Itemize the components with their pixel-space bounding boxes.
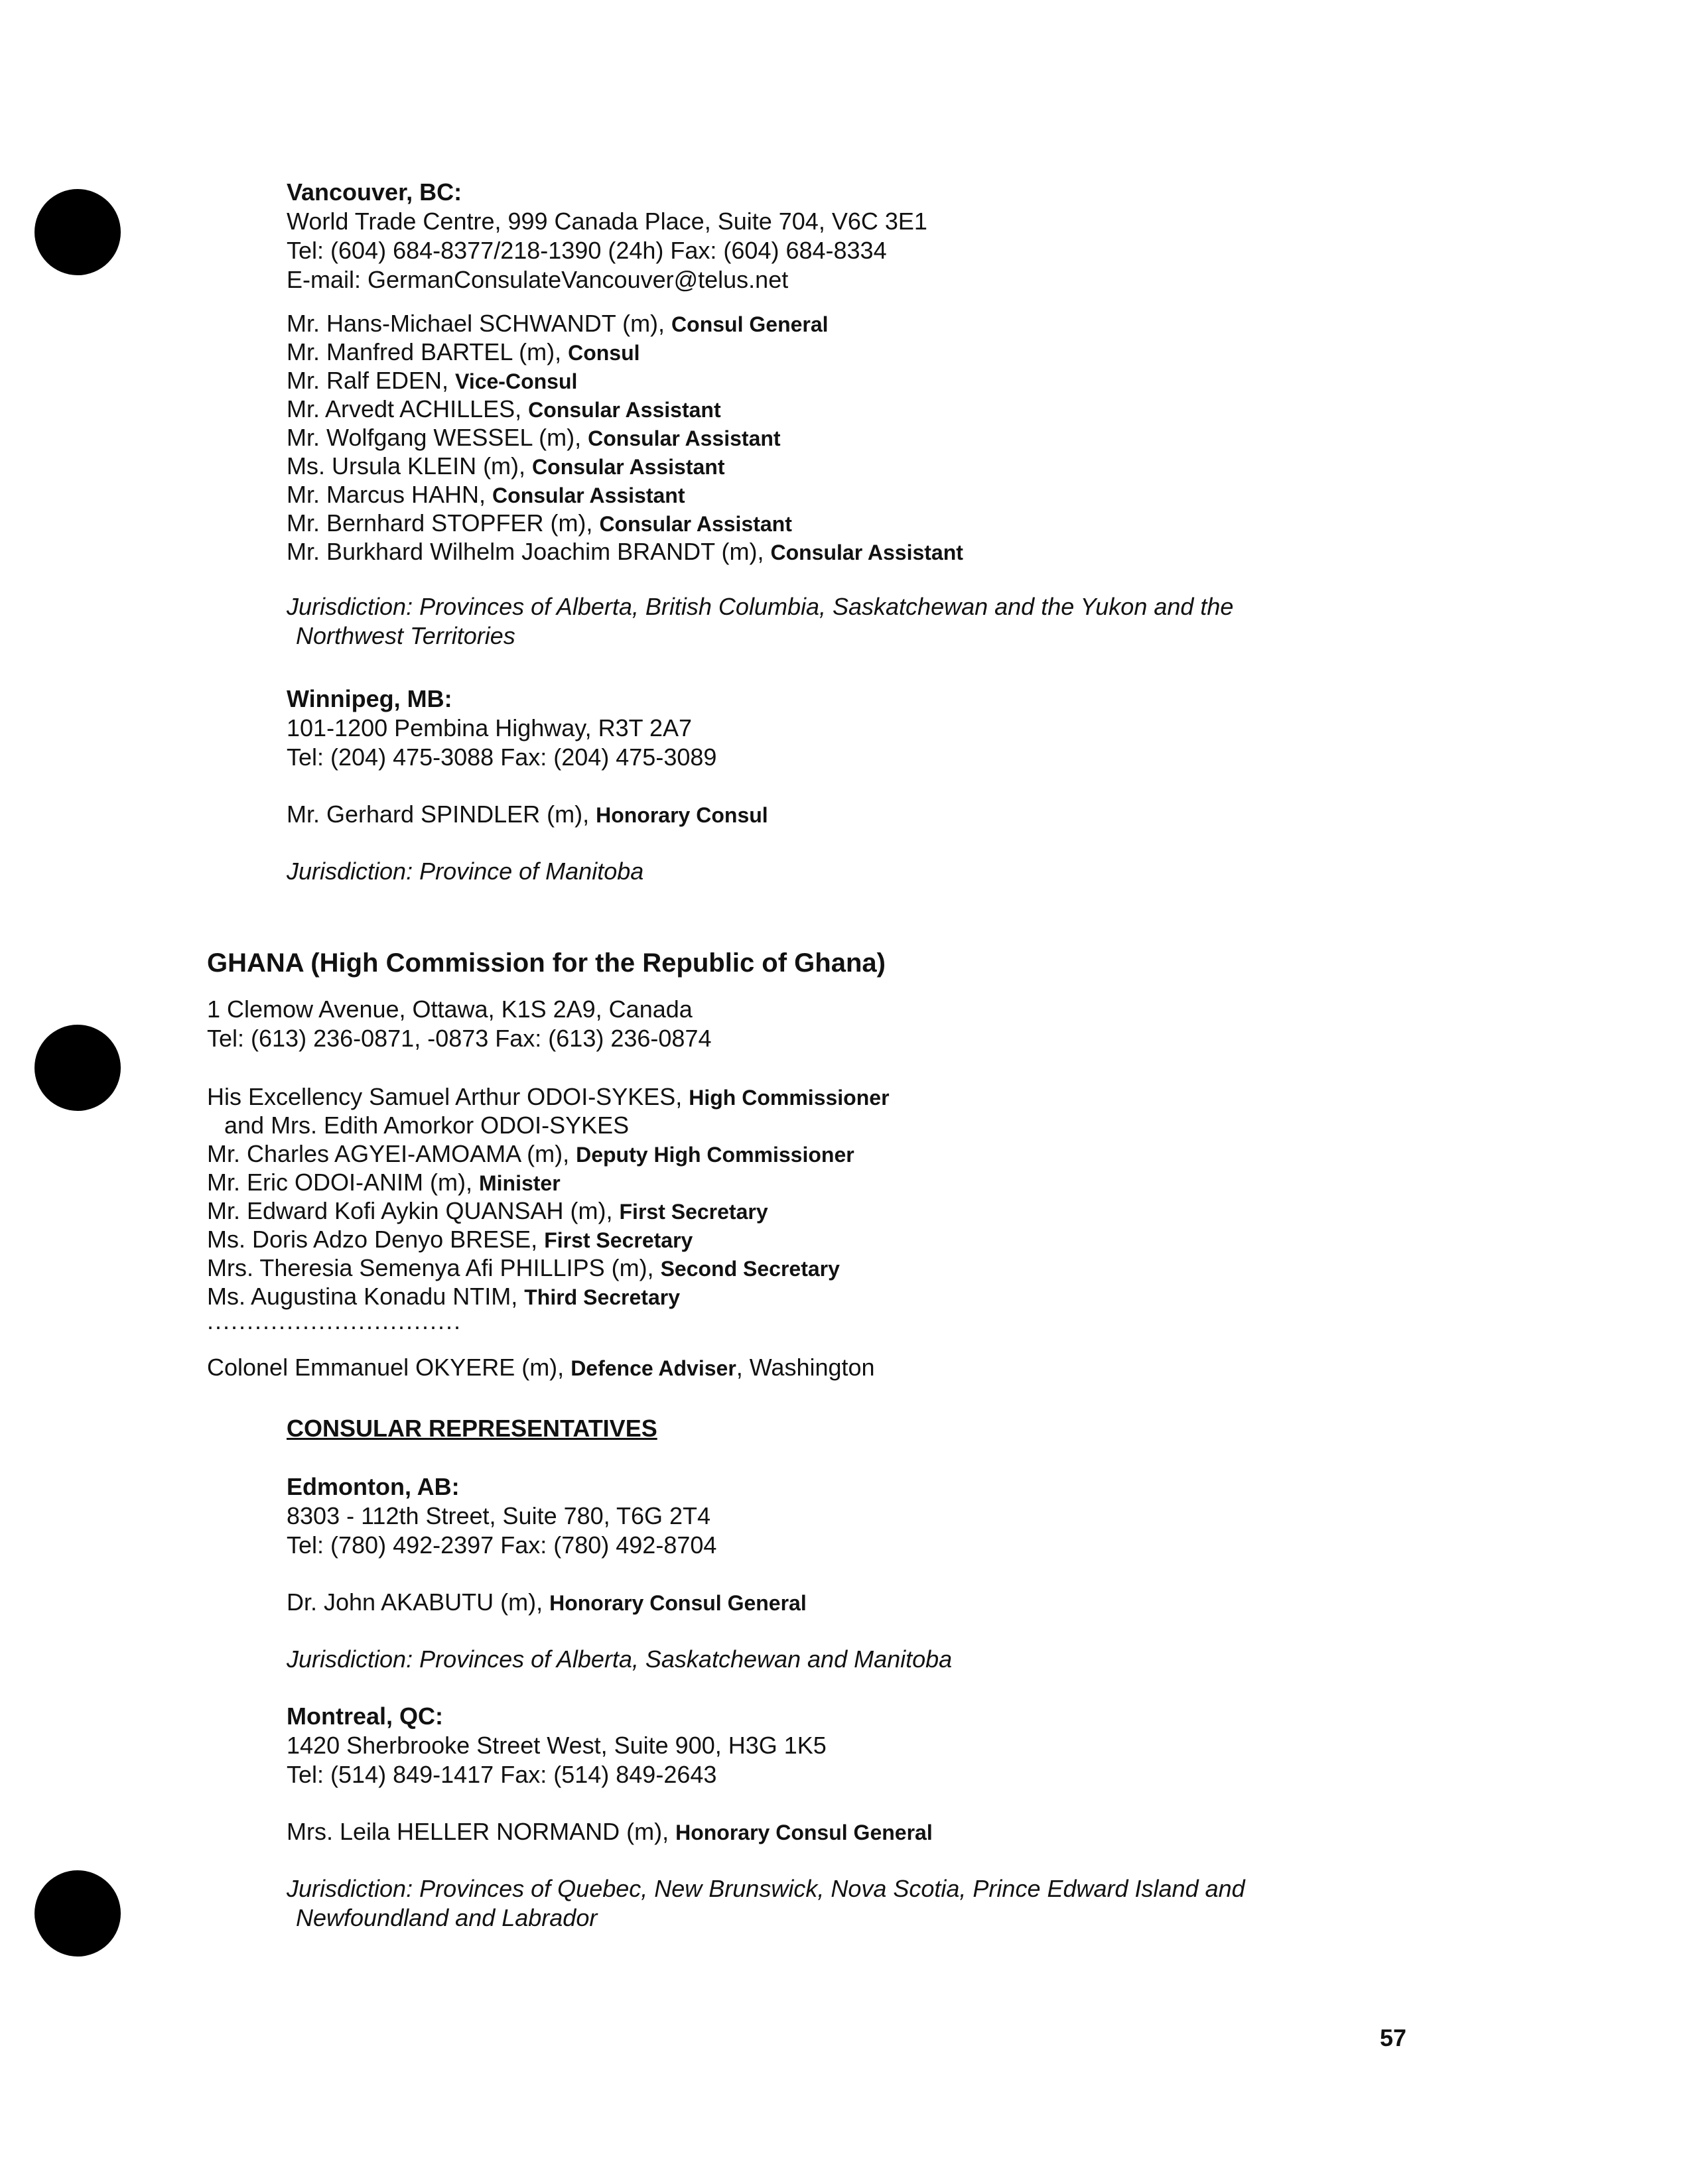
jurisdiction: Jurisdiction: Provinces of Alberta, British Columbia, Saskatchewan and the Yukon and the [287, 593, 1234, 620]
staff-name: Dr. John AKABUTU (m), [287, 1588, 550, 1616]
staff-role: Consular Assistant [588, 426, 781, 450]
staff-name: Colonel Emmanuel OKYERE (m), [207, 1354, 571, 1381]
country-title: GHANA (High Commission for the Republic of Ghana) [207, 948, 886, 978]
staff-role: Deputy High Commissioner [576, 1143, 854, 1167]
staff-role: Third Secretary [524, 1285, 680, 1309]
staff-entry [287, 480, 685, 510]
staff-entry [287, 537, 963, 567]
staff-name: Ms. Ursula KLEIN (m), [287, 452, 533, 480]
staff-entry [207, 1082, 890, 1112]
staff-entry [207, 1139, 854, 1169]
staff-name: Ms. Doris Adzo Denyo BRESE, [207, 1226, 545, 1253]
page-number: 57 [1380, 2024, 1407, 2051]
defence-adviser [207, 1353, 875, 1383]
jurisdiction: Jurisdiction: Provinces of Quebec, New Brunswick, Nova Scotia, Prince Edward Island and [287, 1875, 1245, 1902]
staff-entry [287, 509, 792, 539]
staff-role: Consular Assistant [532, 455, 725, 479]
staff-entry [287, 395, 721, 424]
staff-entry [287, 423, 781, 453]
punch-hole-bottom [34, 1870, 121, 1957]
staff-entry [224, 1111, 629, 1141]
email: E-mail: GermanConsulateVancouver@telus.net [287, 266, 789, 293]
telephone: Tel: (514) 849-1417 Fax: (514) 849-2643 [287, 1761, 717, 1788]
staff-role: High Commissioner [689, 1086, 890, 1110]
staff-role: Consular Assistant [528, 398, 721, 422]
address: 8303 - 112th Street, Suite 780, T6G 2T4 [287, 1502, 711, 1529]
staff-entry [287, 309, 829, 339]
address: 1420 Sherbrooke Street West, Suite 900, H3G 1K5 [287, 1732, 827, 1759]
staff-entry [287, 1817, 933, 1847]
staff-name: Mr. Charles AGYEI-AMOAMA (m), [207, 1140, 576, 1167]
staff-entry [287, 1588, 807, 1618]
staff-name: Mr. Hans-Michael SCHWANDT (m), [287, 310, 672, 337]
staff-role: Honorary Consul General [675, 1821, 933, 1844]
staff-role: First Secretary [544, 1228, 693, 1252]
staff-name: and Mrs. Edith Amorkor ODOI-SYKES [224, 1112, 630, 1139]
punch-hole-top [34, 189, 121, 275]
staff-entry [287, 800, 768, 830]
staff-entry [207, 1225, 693, 1255]
staff-role: First Secretary [619, 1200, 768, 1224]
section-heading: Edmonton, AB: [287, 1473, 460, 1500]
staff-role: Consular Assistant [770, 541, 963, 564]
staff-entry [287, 338, 640, 367]
staff-role: Consul [568, 341, 640, 365]
staff-role: Consular Assistant [599, 512, 792, 536]
staff-name: Mr. Gerhard SPINDLER (m), [287, 801, 596, 828]
jurisdiction-continued: Northwest Territories [296, 622, 515, 649]
staff-name: Ms. Augustina Konadu NTIM, [207, 1283, 525, 1310]
address: 101-1200 Pembina Highway, R3T 2A7 [287, 714, 693, 741]
staff-entry [207, 1168, 561, 1198]
staff-role: Second Secretary [660, 1257, 840, 1281]
staff-name: Mr. Eric ODOI-ANIM (m), [207, 1169, 479, 1196]
staff-entry [207, 1196, 768, 1226]
telephone: Tel: (780) 492-2397 Fax: (780) 492-8704 [287, 1531, 717, 1559]
jurisdiction: Jurisdiction: Provinces of Alberta, Saskatchewan and Manitoba [287, 1645, 953, 1673]
staff-role: Defence Adviser [571, 1356, 736, 1380]
staff-name: Mr. Ralf EDEN, [287, 367, 456, 394]
section-heading: Vancouver, BC: [287, 178, 462, 206]
punch-hole-middle [34, 1025, 121, 1111]
staff-role: Honorary Consul [596, 803, 768, 827]
address: 1 Clemow Avenue, Ottawa, K1S 2A9, Canada [207, 996, 693, 1023]
staff-name: Mr. Burkhard Wilhelm Joachim BRANDT (m), [287, 538, 771, 565]
staff-role: Honorary Consul General [549, 1591, 807, 1615]
jurisdiction-continued: Newfoundland and Labrador [296, 1904, 598, 1931]
section-heading: Winnipeg, MB: [287, 685, 452, 712]
staff-name: Mrs. Leila HELLER NORMAND (m), [287, 1818, 676, 1845]
jurisdiction: Jurisdiction: Province of Manitoba [287, 858, 644, 885]
staff-name: Mrs. Theresia Semenya Afi PHILLIPS (m), [207, 1254, 661, 1281]
telephone: Tel: (604) 684-8377/218-1390 (24h) Fax: (604) 684-8334 [287, 237, 887, 264]
staff-role: Vice-Consul [455, 369, 578, 393]
staff-entry [287, 452, 724, 482]
staff-role: Consul General [671, 312, 829, 336]
staff-name: Mr. Bernhard STOPFER (m), [287, 509, 600, 537]
separator-dots: ................................ [207, 1307, 462, 1334]
staff-role: Consular Assistant [492, 483, 685, 507]
staff-name: Mr. Arvedt ACHILLES, [287, 395, 529, 422]
staff-name: Mr. Edward Kofi Aykin QUANSAH (m), [207, 1197, 620, 1224]
staff-role: Minister [478, 1171, 561, 1195]
staff-name: Mr. Wolfgang WESSEL (m), [287, 424, 588, 451]
staff-name: His Excellency Samuel Arthur ODOI-SYKES, [207, 1083, 689, 1110]
telephone: Tel: (204) 475-3088 Fax: (204) 475-3089 [287, 743, 717, 771]
staff-entry [287, 366, 577, 396]
staff-entry [207, 1253, 840, 1283]
address: World Trade Centre, 999 Canada Place, Suite 704, V6C 3E1 [287, 208, 927, 235]
staff-name: Mr. Manfred BARTEL (m), [287, 338, 569, 365]
staff-location: , Washington [736, 1354, 875, 1381]
staff-name: Mr. Marcus HAHN, [287, 481, 493, 508]
consular-heading: CONSULAR REPRESENTATIVES [287, 1415, 657, 1442]
section-heading: Montreal, QC: [287, 1702, 444, 1730]
telephone: Tel: (613) 236-0871, -0873 Fax: (613) 236-0874 [207, 1025, 712, 1052]
